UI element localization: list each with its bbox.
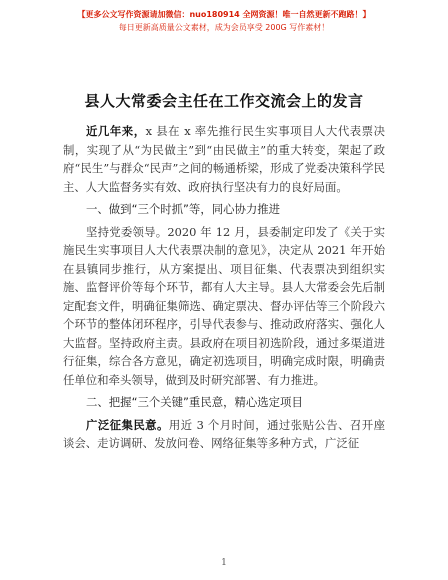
paragraph-text: 坚持党委领导。2020 年 12 月，县委制定印发了《关于实施民生实事项目人大代表票决制的意见》，决定从 2021 年开始在县镇同步推行，从方案提出、项目征集、代表票决到组织实施、监督评价等每个环节，都有人大主导。县人大常委会先后制定配套文件，明确征集筛选、确定票决、督办评估等三个阶段六个环节的整体闭环程序，引导代表参与、推动政府落实、强化人大监督。坚持政府主责。县政府在项目初选阶段，通过多渠道进行征集，综合各方意见，确定初选项目，明确完成时限，明确责任单位和牵头领导，做到及时研究部署、有力推进。 [63, 224, 385, 387]
paragraph-lead: 广泛征集民意。 [86, 417, 169, 432]
banner-line-1: 【更多公文写作资源请加微信：nuo180914 全网资源！唯一自然更新不跑路！】 [77, 10, 371, 19]
paragraph-text: x 县在 x 率先推行民生实事项目人大代表票决制，实现了从“为民做主”到“由民做主”的重大转变，架起了政府“民生”与群众“民声”之间的畅通桥梁，形成了党委决策科学民主、人大监督务实有效、政府执行坚决有力的良好局面。 [63, 124, 385, 194]
promo-banner [0, 8, 448, 34]
paragraph-1 [63, 122, 385, 196]
paragraph-lead: 近几年来， [86, 124, 146, 138]
section-heading-1: 一、做到“三个时抓”等，同心协力推进 [86, 202, 281, 216]
paragraph-2 [63, 223, 385, 390]
paragraph-text: 用近 3 个月时间，通过张贴公告、召开座谈会、走访调研、发放问卷、网络征集等多种方式，广泛征 [63, 417, 385, 450]
banner-line-2: 每日更新高质量公文素材，成为会员享受 200G 写作素材！ [118, 23, 330, 32]
document-body [63, 122, 385, 453]
paragraph-3 [63, 416, 385, 453]
section-heading-2: 二、把握“三个关键”重民意，精心选定项目 [86, 395, 303, 409]
document-title: 县人大常委会主任在工作交流会上的发言 [84, 92, 364, 110]
page-number: 1 [221, 558, 227, 568]
